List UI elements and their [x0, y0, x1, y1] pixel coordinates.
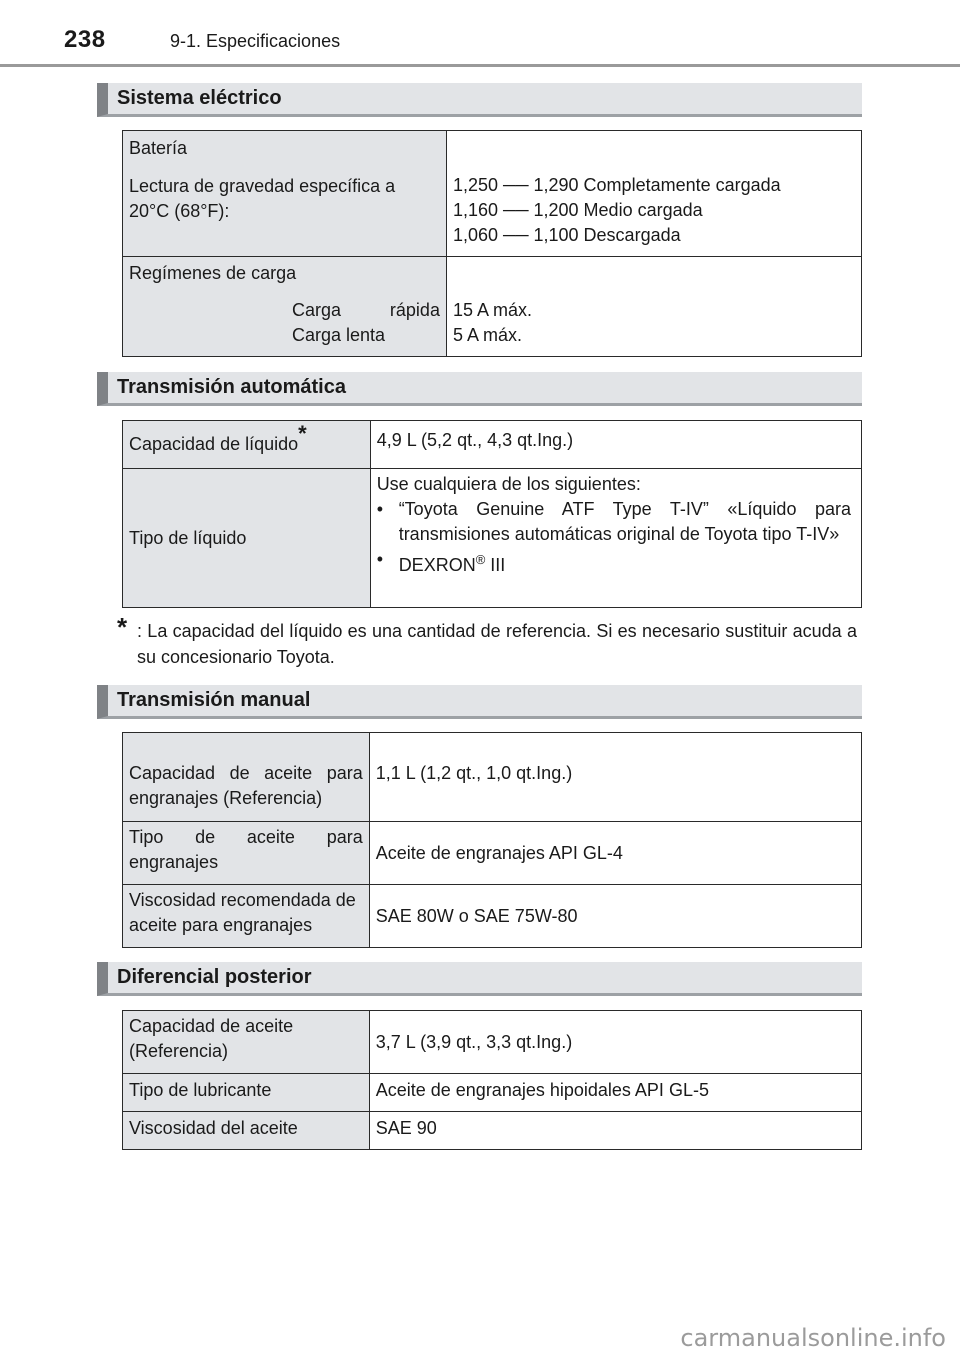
table-cell-label	[123, 1074, 370, 1112]
list-item	[377, 547, 851, 578]
footnote-text: : La capacidad del líquido es una cantidad de referencia. Si es necesario sustituir acuda a su concesionario Toyota.	[137, 621, 857, 667]
battery-label: Batería	[129, 138, 188, 158]
charge-rate-label: Regímenes de carga	[129, 263, 297, 283]
fast-charge-value: 15 A máx.	[452, 300, 533, 320]
table-row	[123, 885, 862, 948]
table-cell-label	[123, 257, 447, 357]
chapter-title: 9-1. Especificaciones	[170, 31, 341, 51]
page-number: 238	[64, 26, 106, 53]
oil-capacity-value: 3,7 L (3,9 qt., 3,3 qt.Ing.)	[375, 1031, 573, 1052]
manual-spec-table	[122, 732, 862, 948]
table-cell-label	[123, 885, 370, 948]
fast-charge-label: Carga rápida	[292, 300, 440, 320]
section-manual-transmission	[97, 685, 862, 719]
table-cell-label	[123, 131, 447, 257]
section-electric-system	[97, 83, 862, 117]
bullet-symbol: •	[376, 499, 383, 519]
bullet-symbol: •	[376, 549, 383, 569]
table-cell-value	[369, 733, 861, 822]
table-cell-value	[370, 421, 861, 469]
gear-oil-viscosity-value: SAE 80W o SAE 75W-80	[375, 905, 578, 926]
section-title: Diferencial posterior	[117, 966, 312, 988]
table-cell-value	[369, 885, 861, 948]
gravity-value: 1,060 ── 1,100 Descargada	[452, 225, 681, 245]
page-header	[0, 0, 960, 70]
gravity-label: Lectura de gravedad específica a 20°C (68°F):	[129, 176, 396, 221]
section-title: Sistema eléctrico	[117, 87, 282, 109]
oil-capacity-label: Capacidad de aceite (Referencia)	[129, 1016, 294, 1061]
table-cell-value	[446, 131, 861, 257]
table-row	[123, 1011, 862, 1074]
oil-viscosity-label: Viscosidad del aceite	[129, 1118, 298, 1138]
table-cell-label	[123, 822, 370, 885]
gravity-value: 1,250 ── 1,290 Completamente cargada	[452, 175, 781, 195]
table-row	[123, 733, 862, 822]
footnote	[117, 614, 857, 670]
site-watermark: carmanualsonline.info	[680, 1324, 946, 1352]
fluid-capacity-value: 4,9 L (5,2 qt., 4,3 qt.Ing.)	[376, 430, 574, 450]
slow-charge-label: Carga lenta	[292, 325, 386, 345]
table-cell-value	[369, 1112, 861, 1150]
fluid-type-intro: Use cualquiera de los siguientes:	[376, 474, 641, 494]
table-cell-label	[123, 1112, 370, 1150]
lubricant-type-label: Tipo de lubricante	[129, 1080, 272, 1100]
list-item	[377, 497, 851, 547]
table-row	[123, 257, 862, 357]
automatic-spec-table	[122, 420, 862, 608]
footnote-asterisk: *	[298, 421, 307, 446]
fluid-type-label: Tipo de líquido	[129, 527, 247, 548]
table-row	[123, 421, 862, 469]
table-row	[123, 469, 862, 608]
table-cell-value	[370, 469, 861, 608]
electric-spec-table	[122, 130, 862, 357]
section-title: Transmisión automática	[117, 376, 346, 398]
fluid-option-dexron-grade: III	[485, 555, 506, 575]
gear-oil-capacity-value: 1,1 L (1,2 qt., 1,0 qt.Ing.)	[375, 763, 573, 783]
section-title: Transmisión manual	[117, 689, 311, 711]
oil-viscosity-value: SAE 90	[375, 1118, 437, 1138]
table-row	[123, 1074, 862, 1112]
gear-oil-type-label: Tipo de aceite para engranajes	[129, 827, 363, 872]
fluid-option-dexron: DEXRON	[398, 555, 476, 575]
fluid-capacity-label: Capacidad de líquido	[129, 434, 299, 454]
table-row	[123, 822, 862, 885]
fluid-option-toyota: “Toyota Genuine ATF Type T-IV” «Líquido para transmisiones automáticas original de Toyota tipo T-IV»	[398, 499, 851, 544]
table-cell-label	[123, 421, 371, 469]
section-rear-differential	[97, 962, 862, 996]
table-cell-value	[369, 822, 861, 885]
registered-mark: ®	[475, 552, 486, 567]
table-cell-value	[446, 257, 861, 357]
rear-differential-spec-table	[122, 1010, 862, 1150]
footnote-asterisk: *	[117, 612, 128, 642]
table-row	[123, 131, 862, 257]
header-divider	[0, 64, 960, 67]
table-cell-label	[123, 1011, 370, 1074]
table-cell-value	[369, 1011, 861, 1074]
table-row	[123, 1112, 862, 1150]
table-cell-value	[369, 1074, 861, 1112]
table-cell-label	[123, 733, 370, 822]
lubricant-type-value: Aceite de engranajes hipoidales API GL-5	[375, 1080, 709, 1100]
section-automatic-transmission	[97, 372, 862, 406]
gear-oil-viscosity-label: Viscosidad recomendada de aceite para engranajes	[129, 890, 356, 935]
gravity-value: 1,160 ── 1,200 Medio cargada	[452, 200, 703, 220]
gear-oil-type-value: Aceite de engranajes API GL-4	[375, 842, 623, 863]
slow-charge-value: 5 A máx.	[452, 325, 522, 345]
gear-oil-capacity-label: Capacidad de aceite para engranajes (Referencia)	[129, 763, 363, 808]
table-cell-label	[123, 469, 371, 608]
